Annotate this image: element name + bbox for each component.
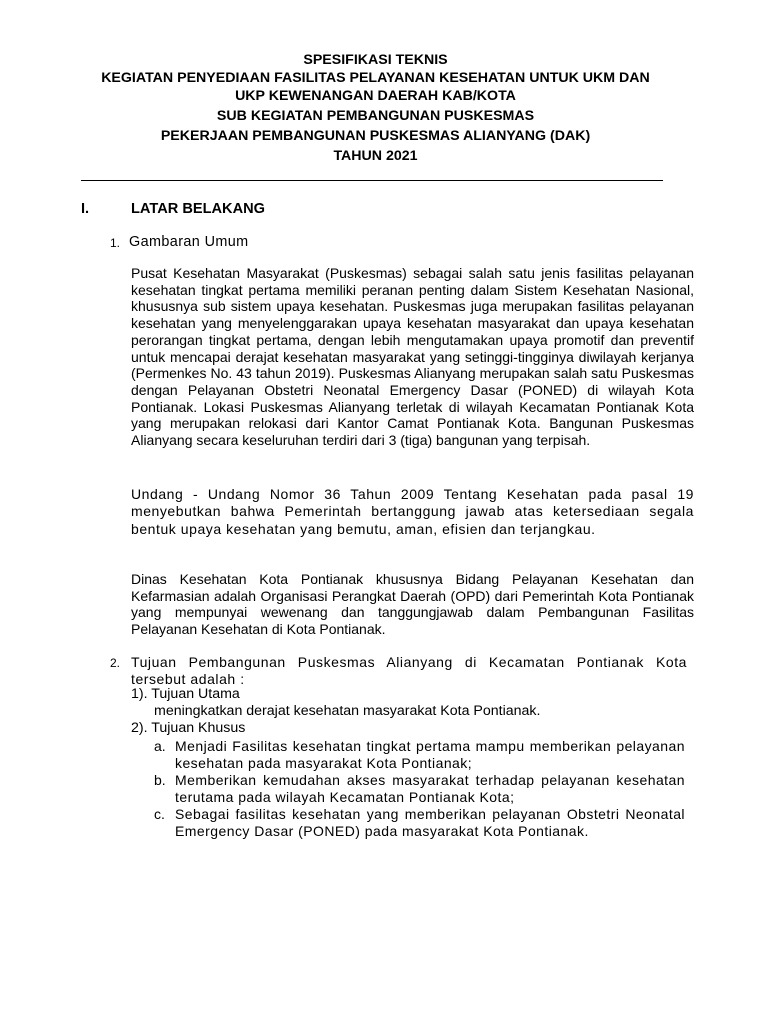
goal-a-letter: a.: [154, 738, 166, 754]
goal-b-letter: b.: [154, 772, 166, 788]
activity-title-line-1: KEGIATAN PENYEDIAAN FASILITAS PELAYANAN KESEHATAN UNTUK UKM DAN: [101, 70, 650, 86]
item-1-number: 1.: [110, 236, 121, 250]
goal-a-text: Menjadi Fasilitas kesehatan tingkat pertama mampu memberikan pelayanan kesehatan pada masyarakat Kota Pontianak;: [175, 738, 685, 772]
goal-specific-title: 2). Tujuan Khusus: [131, 720, 246, 736]
project-title: PEKERJAAN PEMBANGUNAN PUSKESMAS ALIANYANG (DAK): [160, 128, 591, 144]
goal-main-title: 1). Tujuan Utama: [131, 686, 240, 702]
item-1-label: Gambaran Umum: [129, 234, 249, 250]
section-title: LATAR BELAKANG: [131, 201, 266, 217]
paragraph-law: Undang - Undang Nomor 36 Tahun 2009 Tentang Kesehatan pada pasal 19 menyebutkan bahwa Pemerintah bertanggung jawab atas ketersediaan segala bentuk upaya kesehatan yang bemutu, aman, efisien dan terjangkau.: [131, 486, 694, 537]
goal-c-letter: c.: [154, 806, 165, 822]
doc-title: SPESIFIKASI TEKNIS: [303, 52, 448, 68]
goal-b-text: Memberikan kemudahan akses masyarakat terhadap pelayanan kesehatan terutama pada wilayah Kecamatan Pontianak Kota;: [175, 772, 685, 806]
sub-activity-title: SUB KEGIATAN PEMBANGUNAN PUSKESMAS: [216, 108, 535, 124]
activity-title-line-2: UKP KEWENANGAN DAERAH KAB/KOTA: [235, 88, 516, 104]
goal-main-text: meningkatkan derajat kesehatan masyarakat Kota Pontianak.: [154, 703, 541, 719]
header-divider: [81, 180, 663, 181]
paragraph-overview: Pusat Kesehatan Masyarakat (Puskesmas) sebagai salah satu jenis fasilitas pelayanan kesehatan tingkat pertama memiliki peranan penting dalam Sistem Kesehatan Nasional, khususnya sub sistem upaya kesehatan. Puskesmas juga merupakan fasilitas pelayanan kesehatan yang menyelenggarakan upaya kesehatan masyarakat dan upaya kesehatan perorangan tingkat pertama, dengan lebih mengutamakan upaya promotif dan preventif untuk mencapai derajat kesehatan masyarakat yang setinggi-tingginya diwilayah kerjanya (Permenkes No. 43 tahun 2019). Puskesmas Alianyang merupakan salah satu Puskesmas dengan Pelayanan Obstetri Neonatal Emergency Dasar (PONED) di wilayah Kota Pontianak. Lokasi Puskesmas Alianyang terletak di wilayah Kecamatan Pontianak Kota yang merupakan relokasi dari Kantor Camat Pontianak Kota. Bangunan Puskesmas Alianyang secara keseluruhan terdiri dari 3 (tiga) bangunan yang terpisah.: [131, 265, 694, 449]
item-2-intro: Tujuan Pembangunan Puskesmas Alianyang di Kecamatan Pontianak Kota tersebut adalah :: [131, 654, 687, 688]
goal-c-text: Sebagai fasilitas kesehatan yang memberikan pelayanan Obstetri Neonatal Emergency Dasar (PONED) pada masyarakat Kota Pontianak.: [175, 806, 685, 840]
year-title: TAHUN 2021: [333, 148, 418, 164]
item-2-number: 2.: [110, 656, 121, 670]
section-number: I.: [81, 201, 90, 217]
paragraph-dinkes: Dinas Kesehatan Kota Pontianak khususnya Bidang Pelayanan Kesehatan dan Kefarmasian adalah Organisasi Perangkat Daerah (OPD) dari Pemerintah Kota Pontianak yang mempunyai wewenang dan tanggungjawab dalam Pembangunan Fasilitas Pelayanan Kesehatan di Kota Pontianak.: [131, 571, 694, 638]
